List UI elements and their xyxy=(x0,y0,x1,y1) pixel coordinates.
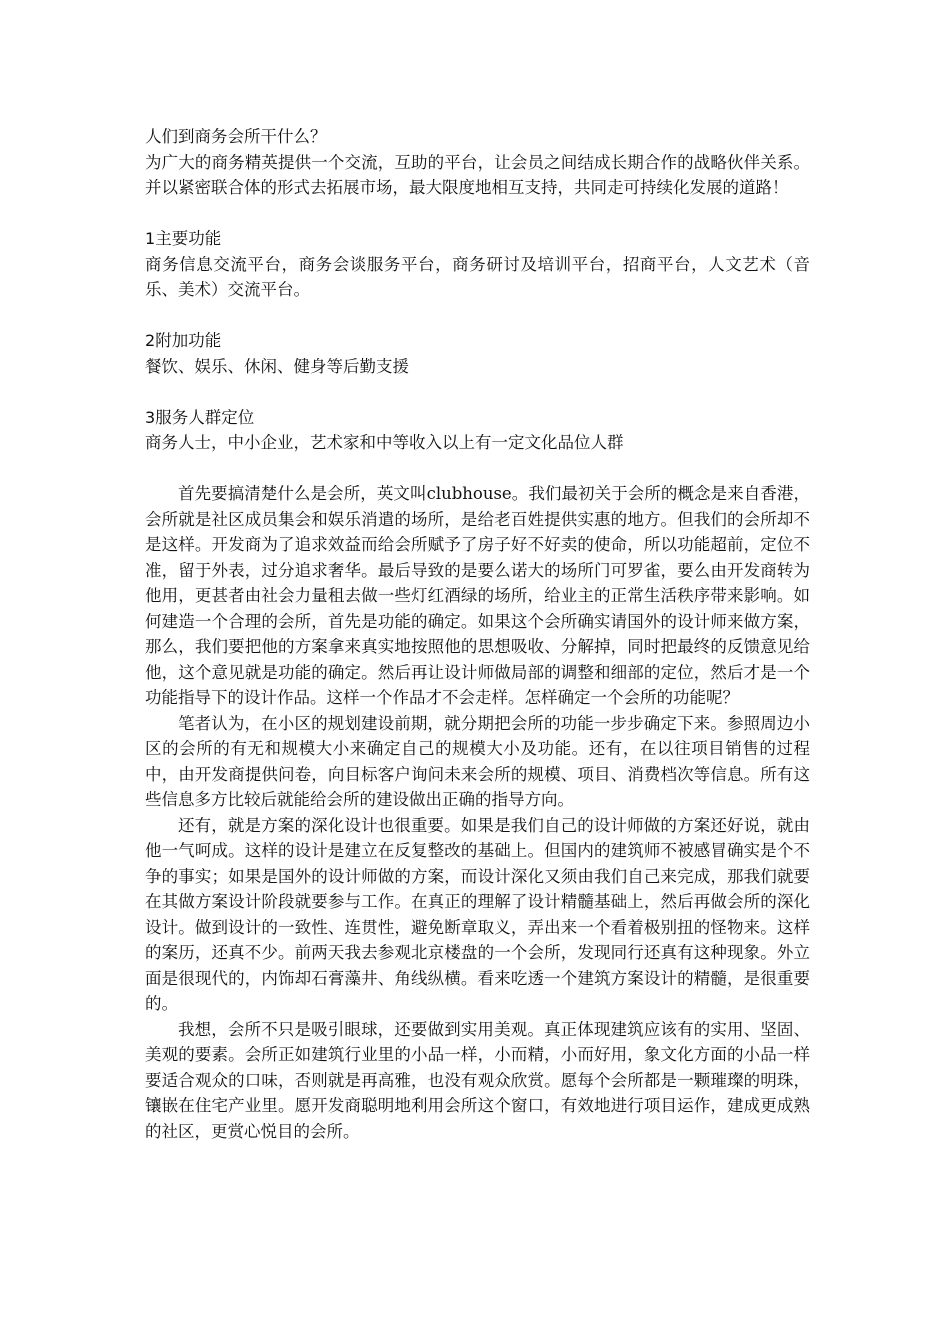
section-body-2: 餐饮、娱乐、休闲、健身等后勤支援 xyxy=(145,356,409,376)
body-paragraph-2: 笔者认为，在小区的规划建设前期，就分期把会所的功能一步步确定下来。参照周边小区的会所的有无和规模大小来确定自己的规模大小及功能。还有，在以往项目销售的过程中，由开发商提供问卷，向目标客户询问未来会所的规模、项目、消费档次等信息。所有这些信息多方比较后就能给会所的建设做出正确的指导方向。 xyxy=(145,713,810,809)
section-number: 2 xyxy=(145,331,156,350)
section-title: 服务人群定位 xyxy=(155,407,255,427)
spacer xyxy=(145,456,810,482)
body-paragraph-4: 我想，会所不只是吸引眼球，还要做到实用美观。真正体现建筑应该有的实用、坚固、美观的要素。会所正如建筑行业里的小品一样，小而精，小而好用，象文化方面的小品一样要适合观众的口味，否则就是再高雅，也没有观众欣赏。愿每个会所都是一颗璀璨的明珠，镶嵌在住宅产业里。愿开发商聪明地利用会所这个窗口，有效地进行项目运作，建成更成熟的社区，更赏心悦目的会所。 xyxy=(145,1019,810,1141)
spacer xyxy=(145,379,810,405)
section-number: 1 xyxy=(145,229,156,248)
section-heading-2 xyxy=(145,328,810,354)
question-heading: 人们到商务会所干什么？ xyxy=(145,127,327,146)
intro-paragraph: 为广大的商务精英提供一个交流，互助的平台，让会员之间结成长期合作的战略伙伴关系。并以紧密联合体的形式去拓展市场，最大限度地相互支持，共同走可持续化发展的道路！ xyxy=(145,152,810,197)
spacer xyxy=(145,201,810,227)
section-body-1: 商务信息交流平台，商务会谈服务平台，商务研讨及培训平台，招商平台，人文艺术（音乐、美术）交流平台。 xyxy=(145,254,810,299)
document-page xyxy=(145,124,810,1144)
section-heading-1 xyxy=(145,226,810,252)
spacer xyxy=(145,303,810,329)
section-body-3: 商务人士，中小企业，艺术家和中等收入以上有一定文化品位人群 xyxy=(145,433,624,452)
section-number: 3 xyxy=(145,407,156,427)
section-title: 附加功能 xyxy=(155,331,222,350)
body-paragraph-3: 还有，就是方案的深化设计也很重要。如果是我们自己的设计师做的方案还好说，就由他一气呵成。这样的设计是建立在反复整改的基础上。但国内的建筑师不被感冒确实是个不争的事实；如果是国外的设计师做的方案，而设计深化又须由我们自己来完成，那我们就要在其做方案设计阶段就要参与工作。在真正的理解了设计精髓基础上，然后再做会所的深化设计。做到设计的一致性、连贯性，避免断章取义，弄出来一个看着极别扭的怪物来。这样的案历，还真不少。前两天我去参观北京楼盘的一个会所，发现同行还真有这种现象。外立面是很现代的，内饰却石膏藻井、角线纵横。看来吃透一个建筑方案设计的精髓，是很重要的。 xyxy=(145,815,810,1013)
section-heading-3 xyxy=(145,405,810,431)
body-paragraph-1: 首先要搞清楚什么是会所，英文叫clubhouse。我们最初关于会所的概念是来自香港，会所就是社区成员集会和娱乐消遣的场所，是给老百姓提供实惠的地方。但我们的会所却不是这样。开发商为了追求效益而给会所赋予了房子好不好卖的使命，所以功能超前，定位不准，留于外表，过分追求奢华。最后导致的是要么诺大的场所门可罗雀，要么由开发商转为他用，更甚者由社会力量租去做一些灯红酒绿的场所，给业主的正常生活秩序带来影响。如何建造一个合理的会所，首先是功能的确定。如果这个会所确实请国外的设计师来做方案，那么，我们要把他的方案拿来真实地按照他的思想吸收、分解掉，同时把最终的反馈意见给他，这个意见就是功能的确定。然后再让设计师做局部的调整和细部的定位，然后才是一个功能指导下的设计作品。这样一个作品才不会走样。怎样确定一个会所的功能呢？ xyxy=(145,484,810,707)
section-title: 主要功能 xyxy=(155,229,222,248)
